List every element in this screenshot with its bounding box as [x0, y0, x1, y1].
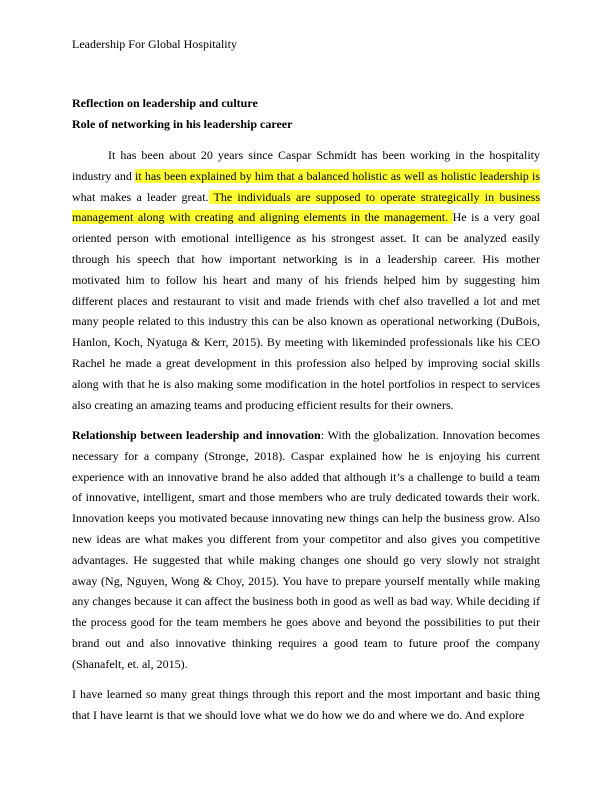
paragraph-text: It has been about 20 years since Caspar Schmidt has been working in the hospitality industry and	[72, 148, 540, 183]
paragraph-text: I have learned so many great things through this report and the most important and basic thing that I have learnt is that we should love what we do how we do and where we do. And explore	[72, 687, 540, 722]
paragraph-networking	[72, 145, 540, 415]
section-heading-reflection: Reflection on leadership and culture	[72, 96, 258, 110]
paragraph-text: what makes a leader great.	[72, 189, 209, 204]
paragraph-lead-heading: Relationship between leadership and innovation	[72, 428, 321, 442]
highlighted-text: it has been explained by him that a balanced holistic as well as holistic leadership is	[135, 168, 540, 183]
section-heading-networking: Role of networking in his leadership career	[72, 117, 293, 131]
highlighted-text: The individuals are supposed to operate strategically in business management along with creating and aligning elements in the management.	[72, 189, 540, 225]
paragraph-text: : With the globalization. Innovation becomes necessary for a company (Stronge, 2018). Caspar explained how he is enjoying his current experience with an innovative brand he also added that although it’s a challenge to build a team of innovative, intelligent, smart and those members who are truly dedicated towards their work. Innovation keeps you motivated because innovating new things can help the business grow. Also new ideas are what makes you different from your competitor and also gives you competitive advantages. He suggested that while making changes one should go very slowly not straight away (Ng, Nguyen, Wong & Choy, 2015). You have to prepare yourself mentally while making any changes because it can affect the business both in good as well as bad way. While deciding if the process good for the team members he goes above and beyond the possibilities to put their brand out and also innovative thinking requires a good team to future proof the company (Shanafelt, et. al, 2015).	[72, 428, 540, 671]
paragraph-innovation	[72, 425, 540, 675]
paragraph-conclusion	[72, 684, 540, 726]
paragraph-text: He is a very goal oriented person with emotional intelligence as his strongest asset. It can be analyzed easily through his speech that how important networking is in a leadership career. His mother motivated him to follow his heart and many of his friends helped him by suggesting him different places and restaurant to visit and made friends with chef also travelled a lot and met many people related to this industry this can be also known as operational networking (DuBois, Hanlon, Koch, Nyatuga & Kerr, 2015). By meeting with likeminded professionals like his CEO Rachel he made a great development in this profession also helped by improving social skills along with that he is also making some modification in the hotel portfolios in respect to services also creating an amazing teams and producing efficient results for their owners.	[72, 210, 540, 412]
running-header: Leadership For Global Hospitality	[72, 37, 237, 51]
